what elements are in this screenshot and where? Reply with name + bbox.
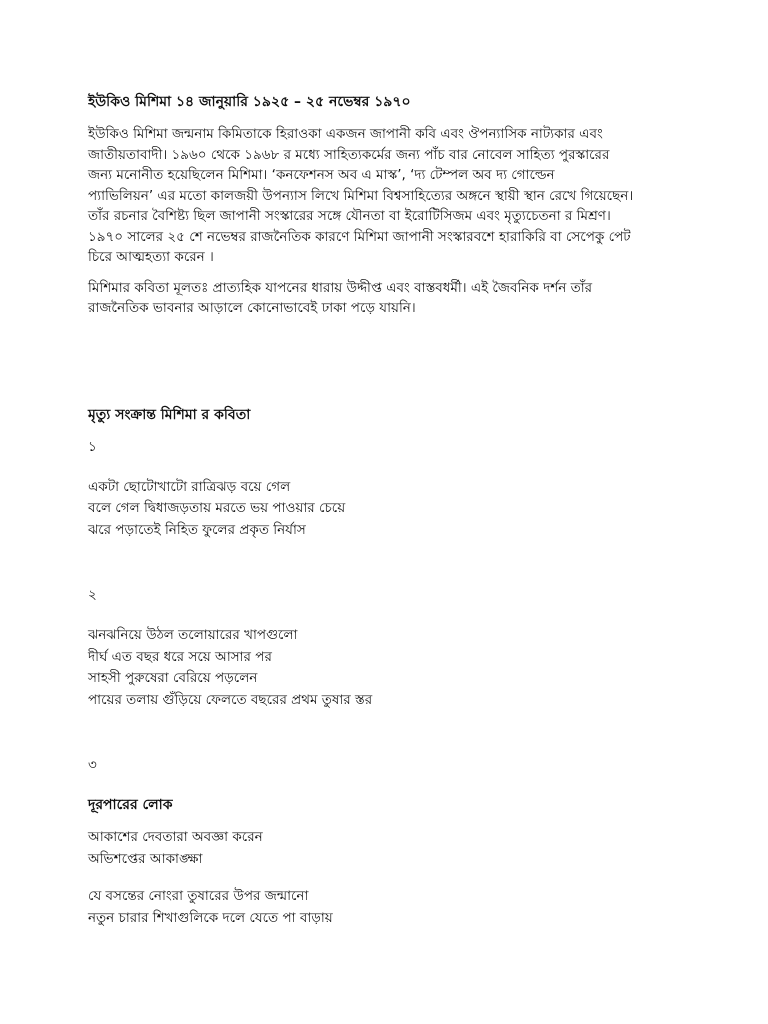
poem-number-2: ২ [88,587,97,603]
poem-3-title: দূরপারের লোক [88,797,173,813]
poem-line: নতুন চারার শিখাগুলিকে দলে যেতে পা বাড়ায় [88,909,333,926]
poem-line: পায়ের তলায় গুঁড়িয়ে ফেলতে বছরের প্রথম তুষার স্তর [88,691,373,708]
poem-line: বলে গেল দ্বিধাজড়তায় মরতে ভয় পাওয়ার চেয়ে [88,500,346,516]
paragraph-line: জন্য মনোনীত হয়েছিলেন মিশিমা। ‘কনফেশনস অব এ মাস্ক’, ‘দ্য টেম্পল অব দ্য গোল্ডেন [88,167,555,183]
blank-space [88,870,668,886]
blank-space [88,711,668,755]
intro-paragraph-1 [88,124,668,268]
poem-2-stanza [88,625,668,711]
blank-space [88,541,668,585]
poem-line: যে বসন্তের নোংরা তুষারের উপর জন্মানো [88,888,309,904]
poem-line: দীর্ঘ এত বছর ধরে সয়ে আসার পর [88,648,272,665]
paragraph-line: মিশিমার কবিতা মূলতঃ প্রাত্যহিক যাপনের ধারায় উদ্দীপ্ত এবং বাস্তবধর্মী। এই জৈবনিক দর্শন তাঁর [88,279,593,296]
poem-line: একটা ছোটোখাটো রাত্রিঝড় বয়ে গেল [88,478,291,495]
paragraph-line: প্যাভিলিয়ন’ এর মতো কালজয়ী উপন্যাস লিখে মিশিমা বিশ্বসাহিত্যের অঙ্গনে স্থায়ী স্থান রেখে গিয়েছেন। [88,187,634,204]
intro-paragraph-2 [88,278,668,319]
poem-1-stanza [88,477,668,542]
poem-number-1: ১ [88,438,97,455]
document-title: ইউকিও মিশিমা ১৪ জানুয়ারি ১৯২৫ – ২৫ নভেম্বর ১৯৭০ [88,94,411,110]
poem-line: ঝনঝনিয়ে উঠল তলোয়ারের খাপগুলো [88,627,298,643]
paragraph-line: তাঁর রচনার বৈশিষ্ট্য ছিল জাপানী সংস্কারের সঙ্গে যৌনতা বা ইরোটিসিজম এবং মৃত্যুচেতনা র মিশ্রণ। [88,208,611,224]
paragraph-line: ইউকিও মিশিমা জন্মনাম কিমিতাকে হিরাওকা একজন জাপানী কবি এবং ঔপন্যাসিক নাট্যকার এবং [88,126,603,142]
paragraph-line: চিরে আত্মহত্যা করেন । [88,249,214,265]
poem-line: সাহসী পুরুষেরা বেরিয়ে পড়লেন [88,670,258,686]
blank-space [88,329,668,405]
paragraph-line: জাতীয়তাবাদী। ১৯৬০ থেকে ১৯৬৮ র মধ্যে সাহিত্যকর্মের জন্য পাঁচ বার নোবেল সাহিত্য পুরস্কারের [88,146,610,163]
poem-line: আকাশের দেবতারা অবজ্ঞা করেন [88,829,263,845]
document-page [88,92,668,929]
paragraph-line: রাজনৈতিক ভাবনার আড়ালে কোনোভাবেই ঢাকা পড়ে যায়নি। [88,300,416,316]
poem-3-stanza-1 [88,827,668,870]
poem-line: অভিশপ্তের আকাঙ্ক্ষা [88,850,203,867]
poem-number-3: ৩ [88,757,97,773]
poem-3-stanza-2 [88,886,668,929]
section-title: মৃত্যু সংক্রান্ত মিশিমা র কবিতা [88,406,251,423]
poem-line: ঝরে পড়াতেই নিহিত ফুলের প্রকৃত নির্যাস [88,521,306,538]
paragraph-line: ১৯৭০ সালের ২৫ শে নভেম্বর রাজনৈতিক কারণে মিশিমা জাপানী সংস্কারবশে হারাকিরি বা সেপেকু পেট [88,228,631,245]
